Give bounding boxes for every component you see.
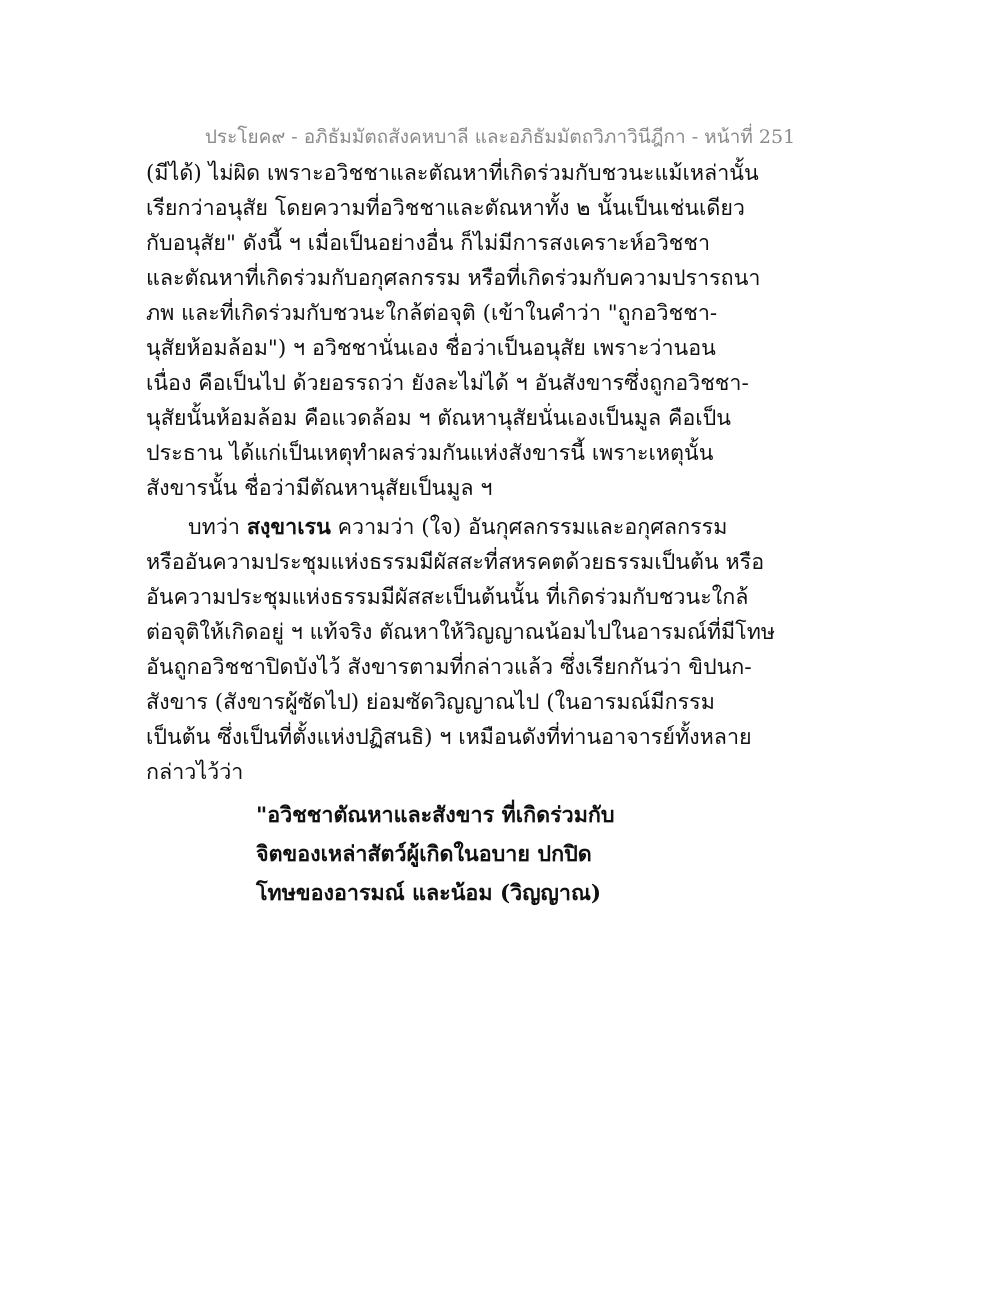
paragraph-2 — [146, 510, 866, 790]
text-line: ต่อจุติให้เกิดอยู่ ฯ แท้จริง ตัณหาให้วิญญาณน้อมไปในอารมณ์ที่มีโทษ — [146, 620, 776, 645]
lead-in-text: บทว่า — [188, 515, 247, 540]
text-line: กล่าวไว้ว่า — [146, 760, 244, 785]
text-line: กับอนุสัย" ดังนี้ ฯ เมื่อเป็นอย่างอื่น ก็ไม่มีการสงเคราะห์อวิชชา — [146, 231, 711, 256]
text-line: สังขาร (สังขารผู้ซัดไป) ย่อมซัดวิญญาณไป (ในอารมณ์มีกรรม — [146, 690, 715, 715]
text-line: อันความประชุมแห่งธรรมมีผัสสะเป็นต้นนั้น ที่เกิดร่วมกับชวนะใกล้ — [146, 585, 749, 610]
text-line: (มีได้) ไม่ผิด เพราะอวิชชาและตัณหาที่เกิดร่วมกับชวนะแม้เหล่านั้น — [146, 161, 759, 186]
pali-term: สงฺขาเรน — [246, 515, 331, 540]
line-continuation: ความว่า (ใจ) อันกุศลกรรมและอกุศลกรรม — [330, 515, 728, 540]
text-line: สังขารนั้น ชื่อว่ามีตัณหานุสัยเป็นมูล ฯ — [146, 476, 493, 501]
paragraph-1 — [146, 156, 866, 506]
text-line: เรียกว่าอนุสัย โดยความที่อวิชชาและตัณหาทั้ง ๒ นั้นเป็นเช่นเดียว — [146, 196, 745, 221]
verse-line: "อวิชชาตัณหาและสังขาร ที่เกิดร่วมกับ — [256, 803, 615, 828]
text-line: นุสัยห้อมล้อม") ฯ อวิชชานั่นเอง ชื่อว่าเป็นอนุสัย เพราะว่านอน — [146, 336, 716, 361]
text-line: นุสัยนั้นห้อมล้อม คือแวดล้อม ฯ ตัณหานุสัยนั่นเองเป็นมูล คือเป็น — [146, 406, 731, 431]
body-text — [146, 156, 866, 913]
paragraph-2-first-line — [146, 510, 866, 545]
text-line: เนื่อง คือเป็นไป ด้วยอรรถว่า ยังละไม่ได้ ฯ อันสังขารซึ่งถูกอวิชชา- — [146, 371, 749, 396]
running-header: ประโยค๙ - อภิธัมมัตถสังคหบาลี และอภิธัมมัตถวิภาวินีฎีกา - หน้าที่ 251 — [204, 126, 796, 148]
text-line: และตัณหาที่เกิดร่วมกับอกุศลกรรม หรือที่เกิดร่วมกับความปรารถนา — [146, 266, 761, 291]
verse-quote — [146, 796, 866, 913]
text-line: หรืออันความประชุมแห่งธรรมมีผัสสะที่สหรคตด้วยธรรมเป็นต้น หรือ — [146, 550, 765, 575]
text-line: เป็นต้น ซึ่งเป็นที่ตั้งแห่งปฏิสนธิ) ฯ เหมือนดังที่ท่านอาจารย์ทั้งหลาย — [146, 725, 752, 750]
text-line: ภพ และที่เกิดร่วมกับชวนะใกล้ต่อจุติ (เข้าในคำว่า "ถูกอวิชชา- — [146, 301, 718, 326]
verse-line: จิตของเหล่าสัตว์ผู้เกิดในอบาย ปกปิด — [256, 842, 592, 867]
text-line: ประธาน ได้แก่เป็นเหตุทำผลร่วมกันแห่งสังขารนี้ เพราะเหตุนั้น — [146, 441, 714, 466]
verse-line: โทษของอารมณ์ และน้อม (วิญญาณ) — [256, 881, 602, 906]
text-line: อันถูกอวิชชาปิดบังไว้ สังขารตามที่กล่าวแล้ว ซึ่งเรียกกันว่า ขิปนก- — [146, 655, 752, 680]
